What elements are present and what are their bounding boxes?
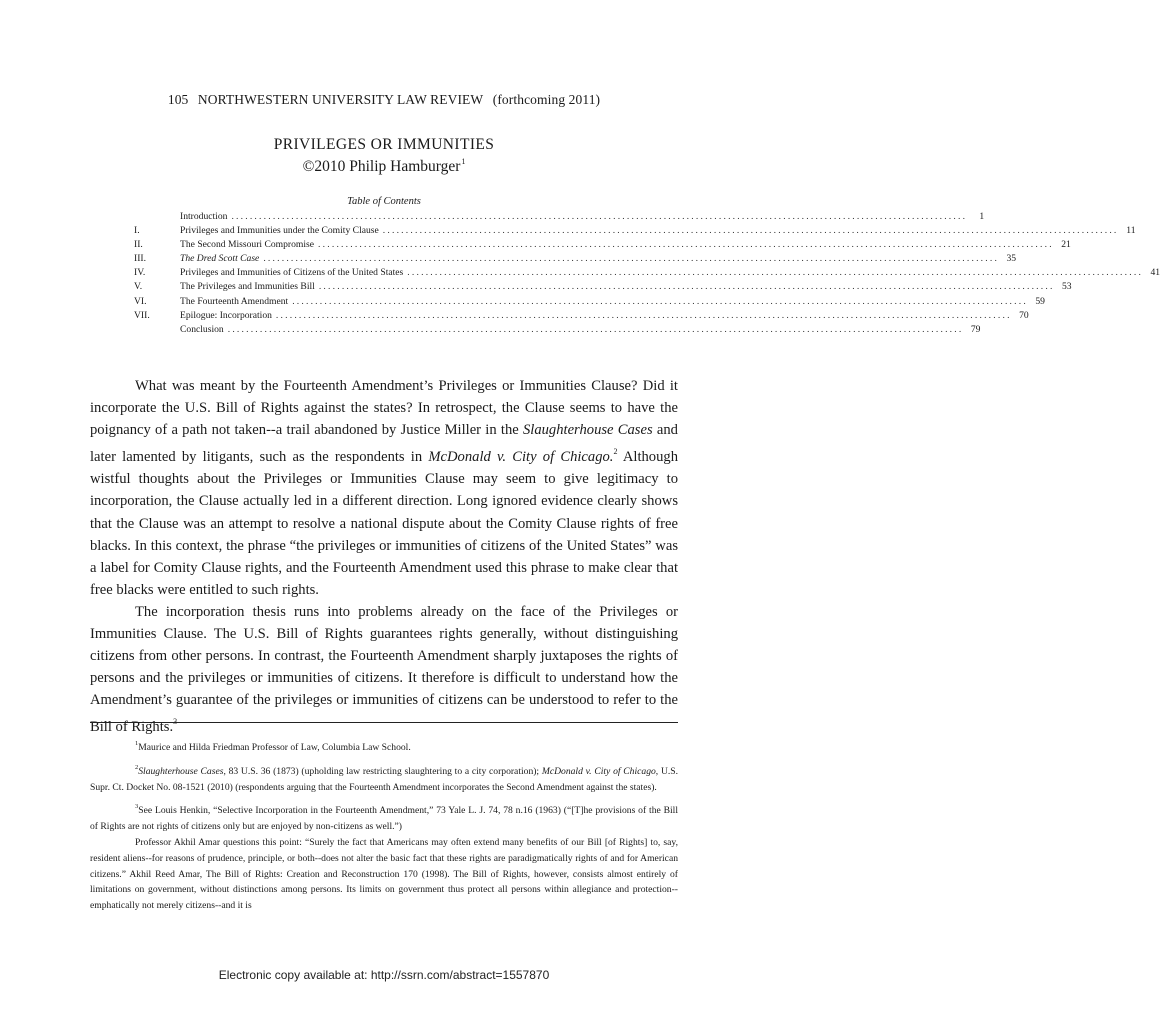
toc-entry[interactable] bbox=[134, 309, 1029, 323]
toc-entry-number: II. bbox=[134, 239, 143, 251]
toc-entry-page: 1 bbox=[979, 211, 985, 222]
footnote-continuation: Professor Akhil Amar questions this point: “Surely the fact that Americans may often extend many benefits of our Bill [of Rights] to, say, resident aliens--for reasons of prudence, principle, or both--does not alter the basic fact that these rights are paradigmatically rights of and for American citizens.” Akhil Reed Amar, The Bill of Rights: Creation and Reconstruction 170 (1998). The Bill of Rights, however, consists almost entirely of limitations on government, without distinctions among persons. Its limits on government thus protect all persons within allegiance and protection--emphatically not merely citizens--and it is bbox=[90, 836, 678, 912]
toc-entry-page: 53 bbox=[1061, 281, 1072, 293]
toc-entry-page: 59 bbox=[1035, 295, 1045, 307]
body-text bbox=[90, 375, 678, 739]
table-of-contents bbox=[134, 210, 1160, 337]
author-line bbox=[0, 157, 768, 176]
publication-status: (forthcoming 2011) bbox=[492, 92, 601, 107]
toc-entry-page: 21 bbox=[1061, 239, 1071, 251]
toc-entry-number: VII. bbox=[134, 309, 150, 321]
toc-entry-title: The Fourteenth Amendment bbox=[180, 295, 289, 307]
article-title: PRIVILEGES OR IMMUNITIES bbox=[273, 136, 495, 153]
toc-entry-page: 70 bbox=[1019, 309, 1029, 321]
toc-entry[interactable] bbox=[134, 210, 985, 224]
toc-entry-title: Conclusion bbox=[180, 323, 224, 335]
author-name: ©2010 Philip Hamburger bbox=[302, 158, 461, 175]
toc-entry-title: Introduction bbox=[180, 211, 228, 222]
case-name: Slaughterhouse Cases bbox=[138, 765, 224, 777]
journal-name: NORTHWESTERN UNIVERSITY LAW REVIEW bbox=[197, 92, 484, 107]
toc-leader-dots: ................................................................................................................................................................ bbox=[231, 211, 968, 222]
toc-entry-page: 79 bbox=[970, 323, 981, 335]
toc-leader-dots: ................................................................................................................................................................ bbox=[407, 267, 1144, 279]
toc-entry[interactable] bbox=[134, 252, 1017, 266]
toc-entry[interactable] bbox=[134, 238, 1071, 252]
footnote-marker[interactable]: 2 bbox=[613, 447, 618, 457]
footnote-marker[interactable]: 3 bbox=[173, 717, 178, 727]
toc-leader-dots: ................................................................................................................................................................ bbox=[227, 323, 964, 335]
ssrn-link[interactable]: Electronic copy available at: http://ssrn.com/abstract=1557870 bbox=[218, 968, 550, 982]
case-name: McDonald v. City of Chicago bbox=[541, 765, 656, 777]
case-name: Slaughterhouse Cases bbox=[522, 422, 653, 439]
footnote-divider bbox=[90, 722, 678, 723]
footnote: $^1$Maurice and Hilda Friedman Professor of Law, Columbia Law School. bbox=[135, 740, 411, 753]
toc-entry[interactable] bbox=[134, 266, 1160, 280]
toc-leader-dots: ................................................................................................................................................................ bbox=[292, 295, 1028, 307]
toc-entry-title: Privileges and Immunities of Citizens of the United States bbox=[180, 267, 404, 279]
footnotes bbox=[90, 736, 678, 914]
toc-entry-number: III. bbox=[134, 253, 146, 265]
toc-entry-page: 41 bbox=[1150, 267, 1160, 279]
toc-entry[interactable] bbox=[134, 323, 981, 337]
footnote: $^3$See Louis Henkin, “Selective Incorporation in the Fourteenth Amendment,” 73 Yale L. J. 74, 78 n.16 (1963) (“[T]he provisions of the Bill of Rights are not rights of citizens only but are enjoyed by non-citizens as well.”) bbox=[90, 803, 678, 833]
toc-entry[interactable] bbox=[134, 280, 1072, 294]
body-paragraph: What was meant by the Fourteenth Amendment’s Privileges or Immunities Clause? Did it incorporate the U.S. Bill of Rights against the states? In retrospect, the Clause seems to have the poignancy of a path not taken--a trail abandoned by Justice Miller in the Slaughterhouse Cases and later lamented by litigants, such as the respondents in McDonald v. City of Chicago.$^2$ Although wistful thoughts about the Privileges or Immunities Clause may seem to give legitimacy to incorporation, the Clause actually led in a different direction. Long ignored evidence clearly shows that the Clause was an attempt to resolve a national dispute about the Comity Clause rights of free blacks. In this context, the phrase “the privileges or immunities of citizens of the United States” was a label for Comity Clause rights, and the Fourteenth Amendment used this phrase to make clear that free blacks were entitled to such rights. bbox=[90, 378, 678, 598]
toc-heading: Table of Contents bbox=[347, 196, 421, 207]
running-header bbox=[0, 92, 768, 108]
toc-entry[interactable] bbox=[134, 224, 1136, 238]
case-name: McDonald v. City of Chicago. bbox=[428, 449, 614, 466]
toc-leader-dots: ................................................................................................................................................................ bbox=[382, 225, 1119, 237]
toc-entry-title: The Dred Scott Case bbox=[180, 253, 260, 265]
toc-leader-dots: ................................................................................................................................................................ bbox=[318, 239, 1054, 251]
toc-entry-title: The Privileges and Immunities Bill bbox=[180, 281, 315, 293]
toc-entry[interactable] bbox=[134, 295, 1045, 309]
toc-leader-dots: ................................................................................................................................................................ bbox=[263, 253, 1000, 265]
toc-entry-page: 35 bbox=[1006, 253, 1017, 265]
footnote-number: 3 bbox=[135, 803, 139, 811]
footnote: $^2$Slaughterhouse Cases, 83 U.S. 36 (1873) (upholding law restricting slaughtering to a city corporation); McDonald v. City of Chicago, U.S. Supr. Ct. Docket No. 08-1521 (2010) (respondents arguing that the Fourteenth Amendment incorporates the Second Amendment against the states). bbox=[90, 763, 679, 793]
toc-entry-number: I. bbox=[134, 225, 140, 237]
toc-entry-number: V. bbox=[134, 281, 143, 293]
toc-entry-title: The Second Missouri Compromise bbox=[180, 239, 315, 251]
footnote-marker[interactable]: 1 bbox=[461, 157, 466, 166]
footnote-number: 1 bbox=[135, 740, 139, 747]
toc-entry-page: 11 bbox=[1126, 225, 1136, 237]
body-paragraph: The incorporation thesis runs into problems already on the face of the Privileges or Immunities Clause. The U.S. Bill of Rights guarantees rights generally, without distinguishing citizens from other persons. In contrast, the Fourteenth Amendment sharply juxtaposes the rights of persons and the privileges or immunities of citizens. It therefore is difficult to understand how the Amendment’s guarantee of the privileges or immunities of citizens can be understood to refer to the Bill of Rights.$^3$ bbox=[90, 603, 678, 736]
footnote-number: 2 bbox=[135, 763, 139, 771]
toc-entry-title: Epilogue: Incorporation bbox=[180, 309, 272, 321]
toc-entry-number: IV. bbox=[134, 267, 146, 279]
toc-leader-dots: ................................................................................................................................................................ bbox=[318, 281, 1055, 293]
volume-number: 105 bbox=[167, 92, 189, 107]
toc-leader-dots: ................................................................................................................................................................ bbox=[275, 309, 1012, 321]
toc-entry-title: Privileges and Immunities under the Comity Clause bbox=[180, 225, 379, 237]
toc-entry-number: VI. bbox=[134, 295, 147, 307]
